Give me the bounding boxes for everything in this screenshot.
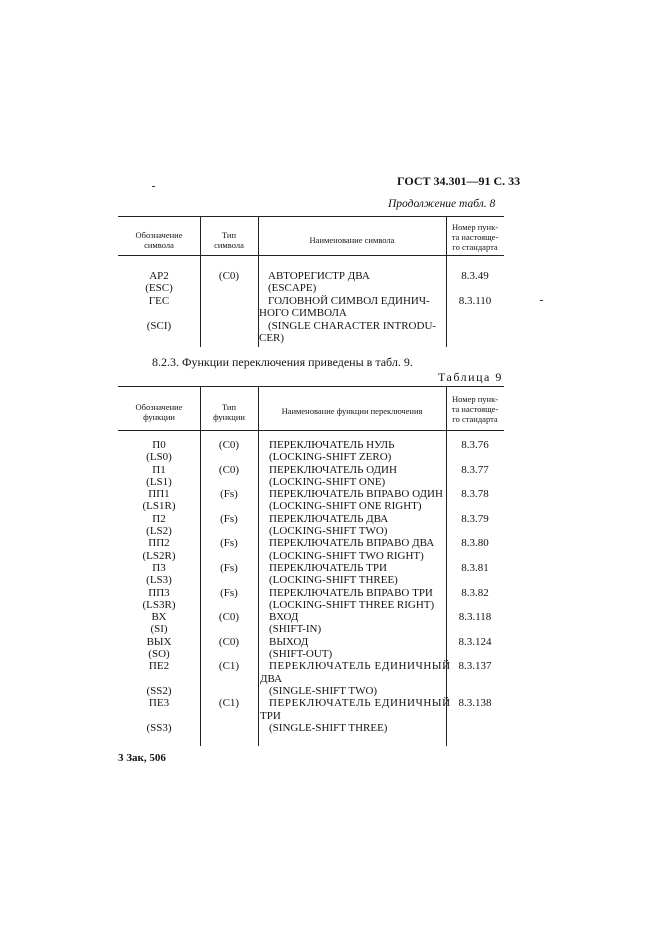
- col-header-name: Наименование функции переключения: [281, 406, 423, 416]
- col-header-type: Тип функции: [213, 402, 245, 422]
- name-column: ПЕРЕКЛЮЧАТЕЛЬ НУЛЬ (LOCKING-SHIFT ZERO) ПЕРЕКЛЮЧАТЕЛЬ ОДИН (LOCKING-SHIFT ONE) ПЕРЕКЛЮЧАТЕЛЬ ВПРАВО ОДИН (LOCKING-SHIFT ONE RIGHT) ПЕРЕКЛЮЧАТЕЛЬ ДВА (LOCKING-SHIFT TWO) ПЕРЕКЛЮЧАТЕЛЬ ВПРАВО ДВА (LOCKING-SHIFT TWO RIGHT) ПЕРЕКЛЮЧАТЕЛЬ ТРИ (LOCKING-SHIFT THREE) ПЕРЕКЛЮЧАТЕЛЬ ВПРАВО ТРИ (LOCKING-SHIFT THREE RIGHT) ВХОД (SHIFT-IN) ВЫХОД (SHIFT-OUT) ПЕРЕКЛЮЧАТЕЛЬ ЕДИНИЧНЫЙ ДВА (SINGLE-SHIFT TWO) ПЕРЕКЛЮЧАТЕЛЬ ЕДИНИЧНЫЙ ТРИ (SINGLE-SHIFT THREE): [260, 439, 451, 734]
- designation-cell: АР2 (ESC): [145, 270, 173, 295]
- number-cell: 8.3.49: [461, 270, 489, 282]
- col-header-designation: Обозначение символа: [135, 230, 183, 250]
- col-header-name: Наименование символа: [309, 235, 395, 245]
- type-column: (С0) (С0) (Fs) (Fs) (Fs) (Fs) (Fs) (С0) (С0) (С1) (С1): [218, 439, 240, 710]
- name-cell: ГОЛОВНОЙ СИМВОЛ ЕДИНИЧ- НОГО СИМВОЛА (SINGLE CHARACTER INTRODU- CER): [259, 295, 437, 344]
- number-column: 8.3.76 8.3.77 8.3.78 8.3.79 8.3.80 8.3.81 8.3.82 8.3.118 8.3.124 8.3.137 8.3.138: [458, 439, 492, 710]
- type-cell: (С0): [218, 270, 240, 282]
- designation-column: П0 (LS0) П1 (LS1) ПП1 (LS1R) П2 (LS2) ПП2 (LS2R) П3 (LS3) ПП3 (LS3R) ВХ (SI) ВЫХ (SO) ПЕ2 (SS2) ПЕ3 (SS3): [142, 439, 176, 734]
- paragraph-text: 8.2.3. Функции переключения приведены в табл. 9.: [152, 355, 413, 369]
- document-code: ГОСТ 34.301—91 С. 33: [397, 174, 521, 188]
- name-cell: АВТОРЕГИСТР ДВА (ESCAPE): [268, 270, 370, 295]
- table-9-title: Таблица 9: [438, 370, 503, 384]
- scan-speck: [540, 300, 543, 301]
- col-header-number: Номер пунк- та настояще- го стандарта: [451, 394, 499, 424]
- scan-speck: [152, 186, 155, 187]
- col-header-type: Тип символа: [214, 230, 244, 250]
- footer-order-number: 3 Зак, 506: [118, 752, 166, 764]
- col-header-number: Номер пунк- та настояще- го стандарта: [451, 222, 499, 252]
- table-continuation-label: Продолжение табл. 8: [388, 198, 496, 210]
- designation-cell: ГЕС (SCI): [146, 295, 172, 332]
- col-header-designation: Обозначение функции: [135, 402, 183, 422]
- number-cell: 8.3.110: [458, 295, 492, 307]
